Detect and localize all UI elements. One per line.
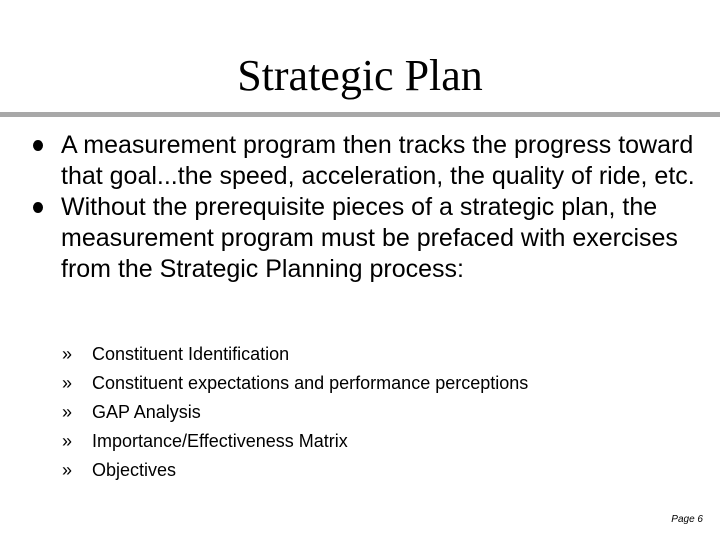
sub-bullet-text: Constituent expectations and performance perceptions: [92, 373, 529, 393]
bullet-dot-icon: [33, 140, 43, 151]
sub-bullet-marker: »: [62, 431, 73, 451]
sub-bullet-item: [0, 369, 720, 398]
sub-bullet-marker: »: [62, 460, 73, 480]
bullet-list: [0, 130, 720, 285]
page-number: Page 6: [671, 514, 703, 525]
bullet-item: [0, 192, 696, 285]
sub-bullet-item: [0, 398, 720, 427]
bullet-item: [0, 130, 696, 192]
sub-bullet-list: [0, 340, 720, 485]
sub-bullet-item: [0, 427, 720, 456]
sub-bullet-text: GAP Analysis: [92, 402, 201, 422]
bullet-dot-icon: [33, 202, 43, 213]
sub-bullet-text: Constituent Identification: [92, 344, 290, 364]
sub-bullet-marker: »: [62, 344, 73, 364]
sub-bullet-item: [0, 340, 720, 369]
slide-title: Strategic Plan: [237, 51, 483, 100]
bullet-text: A measurement program then tracks the progress toward that goal...the speed, acceleration, the quality of ride, etc.: [61, 131, 695, 190]
sub-bullet-text: Objectives: [92, 460, 177, 480]
sub-bullet-marker: »: [62, 402, 73, 422]
title-divider: [0, 112, 720, 117]
sub-bullet-item: [0, 456, 720, 485]
sub-bullet-marker: »: [62, 373, 73, 393]
sub-bullet-text: Importance/Effectiveness Matrix: [92, 431, 348, 451]
bullet-text: Without the prerequisite pieces of a strategic plan, the measurement program must be prefaced with exercises from the Strategic Planning process:: [61, 193, 678, 283]
